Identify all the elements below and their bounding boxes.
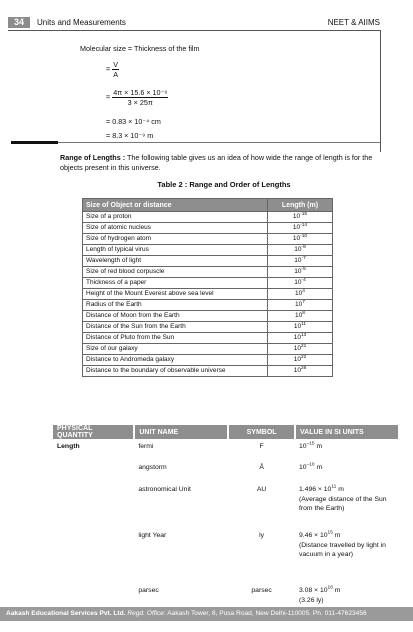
value-exponent: 16 bbox=[327, 585, 333, 591]
table-row bbox=[83, 234, 333, 245]
frac-denominator: A bbox=[113, 70, 118, 79]
object-cell: Distance to the boundary of observable universe bbox=[83, 366, 268, 377]
length-cell bbox=[268, 212, 333, 223]
calc-line-2: = $\frac{V}{A}$ bbox=[106, 60, 118, 79]
table-row bbox=[83, 344, 333, 355]
symbol-cell: parsec bbox=[251, 587, 272, 594]
unit-cell: light Year bbox=[138, 532, 167, 539]
footer-office-label: Regd. Office bbox=[127, 610, 164, 617]
column-header-symbol: SYMBOL bbox=[228, 425, 295, 439]
length-exponent: 7 bbox=[302, 299, 305, 305]
length-exponent: -15 bbox=[300, 211, 308, 217]
column-header-value: VALUE IN SI UNITS bbox=[295, 425, 398, 439]
length-cell bbox=[268, 366, 333, 377]
length-cell bbox=[268, 223, 333, 234]
table-row bbox=[83, 245, 333, 256]
length-base: 10 bbox=[293, 356, 301, 363]
symbol-cell: AU bbox=[256, 486, 267, 493]
length-base: 10 bbox=[294, 246, 302, 253]
unit-cell: parsec bbox=[138, 587, 159, 594]
value-unit: m bbox=[332, 532, 341, 539]
object-cell: Size of red blood corpuscle bbox=[83, 267, 268, 278]
length-exponent: 4 bbox=[302, 288, 305, 294]
value-exponent: –10 bbox=[306, 462, 315, 468]
length-base: 10 bbox=[293, 367, 301, 374]
column-header-length: Length (m) bbox=[268, 199, 333, 212]
value-base: 9.46 × 10 bbox=[299, 532, 328, 539]
length-base: 10 bbox=[294, 257, 302, 264]
value-exponent: 15 bbox=[327, 530, 333, 536]
page-number: 34 bbox=[8, 17, 30, 28]
length-cell bbox=[268, 344, 333, 355]
calc-line-3: = $\frac{\text{4π × 15.6 × 10⁻⁶}}{3 \times 25\pi}$ bbox=[106, 88, 168, 107]
length-base: 10 bbox=[295, 290, 303, 297]
length-exponent: 13 bbox=[300, 332, 307, 338]
section-rule-thin bbox=[58, 142, 380, 143]
table-row bbox=[83, 322, 333, 333]
length-exponent: 22 bbox=[300, 354, 307, 360]
symbol-cell: Å bbox=[259, 464, 264, 471]
quantity-cell bbox=[53, 460, 134, 482]
column-rule bbox=[380, 30, 381, 152]
unit-cell: astronomical Unit bbox=[138, 486, 191, 493]
value-cell bbox=[295, 460, 398, 482]
intro-heading: Range of Lengths : bbox=[60, 153, 126, 162]
table-row bbox=[83, 311, 333, 322]
value-base: 10 bbox=[299, 443, 307, 450]
length-exponent: -10 bbox=[300, 233, 308, 239]
value-unit: m bbox=[314, 464, 323, 471]
calc-line-1: Molecular size = Thickness of the film bbox=[80, 44, 200, 53]
object-cell: Distance to Andromeda galaxy bbox=[83, 355, 268, 366]
intro-text: The following table gives us an idea of how wide the range of length is for the objects present in this universe. bbox=[60, 153, 373, 172]
section-rule-thick bbox=[11, 141, 58, 144]
frac-numerator: V bbox=[113, 60, 118, 69]
length-cell bbox=[268, 300, 333, 311]
table-row bbox=[53, 482, 398, 528]
value-note: (Average distance of the Sun from the Earth) bbox=[299, 496, 387, 512]
object-cell: Distance of the Sun from the Earth bbox=[83, 322, 268, 333]
header-rule bbox=[8, 30, 380, 31]
length-base: 10 bbox=[292, 235, 301, 242]
length-base: 10 bbox=[295, 301, 303, 308]
value-base: 10 bbox=[299, 464, 307, 471]
unit-cell: fermi bbox=[138, 443, 154, 450]
object-cell: Thickness of a paper bbox=[83, 278, 268, 289]
length-cell bbox=[268, 289, 333, 300]
object-cell: Size of our galaxy bbox=[83, 344, 268, 355]
table-row bbox=[83, 278, 333, 289]
footer-bar bbox=[0, 607, 413, 621]
length-base: 10 bbox=[293, 345, 301, 352]
object-cell: Distance of Moon from the Earth bbox=[83, 311, 268, 322]
calc-line-4: = 0.83 × 10⁻⁴ cm bbox=[106, 117, 161, 126]
length-cell bbox=[268, 322, 333, 333]
value-note: (Distance travelled by light in vacuum in a year) bbox=[299, 542, 386, 558]
value-exponent: 11 bbox=[331, 484, 337, 490]
column-header-quantity: PHYSICAL QUANTITY bbox=[53, 425, 134, 439]
footer-address: : Aakash Tower, 8, Pusa Road, New Delhi-110005. Ph. 011-47623456 bbox=[163, 610, 367, 617]
length-exponent: 21 bbox=[300, 343, 307, 349]
value-base: 3.08 × 10 bbox=[299, 587, 328, 594]
length-cell bbox=[268, 256, 333, 267]
value-cell bbox=[295, 439, 398, 460]
table-row bbox=[83, 300, 333, 311]
object-cell: Size of a proton bbox=[83, 212, 268, 223]
table-row bbox=[83, 333, 333, 344]
length-cell bbox=[268, 245, 333, 256]
value-note: (3.26 ly) bbox=[299, 597, 324, 604]
calc-line-5: = 8.3 × 10⁻⁹ m bbox=[106, 131, 154, 140]
table-row bbox=[83, 267, 333, 278]
length-cell bbox=[268, 278, 333, 289]
object-cell: Size of hydrogen atom bbox=[83, 234, 268, 245]
exam-label: NEET & AIIMS bbox=[327, 18, 380, 27]
table-row bbox=[83, 366, 333, 377]
table-row bbox=[83, 212, 333, 223]
table-row bbox=[53, 528, 398, 583]
length-cell bbox=[268, 355, 333, 366]
table-row bbox=[83, 256, 333, 267]
length-base: 10 bbox=[294, 268, 302, 275]
column-header-unit: UNIT NAME bbox=[134, 425, 228, 439]
value-exponent: –15 bbox=[306, 441, 315, 447]
column-header-object: Size of Object or distance bbox=[83, 199, 268, 212]
symbol-cell: F bbox=[259, 443, 264, 450]
frac-denominator: 3 × 25π bbox=[127, 98, 153, 107]
frac-numerator: 4π × 15.6 × 10⁻⁶ bbox=[113, 88, 168, 97]
length-base: 10 bbox=[292, 213, 301, 220]
length-range-table bbox=[82, 198, 333, 377]
table-row bbox=[53, 460, 398, 482]
table-row bbox=[53, 439, 398, 460]
table-row bbox=[83, 355, 333, 366]
quantity-cell: Length bbox=[57, 443, 80, 450]
length-exponent: -5 bbox=[301, 266, 306, 272]
value-cell bbox=[295, 482, 398, 528]
length-exponent: 11 bbox=[301, 321, 307, 327]
intro-paragraph bbox=[60, 153, 388, 173]
table-row bbox=[83, 289, 333, 300]
length-exponent: -8 bbox=[301, 244, 306, 250]
length-base: 10 bbox=[293, 334, 301, 341]
length-exponent: -4 bbox=[301, 277, 306, 283]
value-unit: m bbox=[332, 587, 341, 594]
value-unit: m bbox=[314, 443, 323, 450]
value-unit: m bbox=[336, 486, 344, 493]
value-base: 1.496 × 10 bbox=[299, 486, 332, 493]
length-exponent: 8 bbox=[302, 310, 305, 316]
table2-caption: Table 2 : Range and Order of Lengths bbox=[157, 180, 291, 189]
quantity-cell bbox=[53, 482, 134, 528]
footer-company: Aakash Educational Services Pvt. Ltd. bbox=[6, 610, 126, 617]
table-row bbox=[83, 223, 333, 234]
length-cell bbox=[268, 267, 333, 278]
object-cell: Radius of the Earth bbox=[83, 300, 268, 311]
length-cell bbox=[268, 234, 333, 245]
length-cell bbox=[268, 311, 333, 322]
length-base: 10 bbox=[292, 224, 301, 231]
symbol-cell: ly bbox=[259, 532, 265, 539]
quantity-cell bbox=[53, 528, 134, 583]
object-cell: Wavelength of light bbox=[83, 256, 268, 267]
object-cell: Size of atomic nucleus bbox=[83, 223, 268, 234]
length-base: 10 bbox=[293, 323, 302, 330]
chapter-title: Units and Measurements bbox=[37, 18, 126, 27]
length-exponent: 26 bbox=[300, 365, 307, 371]
units-table bbox=[53, 425, 398, 613]
length-cell bbox=[268, 333, 333, 344]
unit-cell: angstorm bbox=[138, 464, 167, 471]
length-base: 10 bbox=[294, 279, 302, 286]
length-exponent: -14 bbox=[300, 222, 308, 228]
length-exponent: -7 bbox=[301, 255, 306, 261]
object-cell: Height of the Mount Everest above sea level bbox=[83, 289, 268, 300]
object-cell: Distance of Pluto from the Sun bbox=[83, 333, 268, 344]
object-cell: Length of typical virus bbox=[83, 245, 268, 256]
length-base: 10 bbox=[295, 312, 303, 319]
value-cell bbox=[295, 528, 398, 583]
